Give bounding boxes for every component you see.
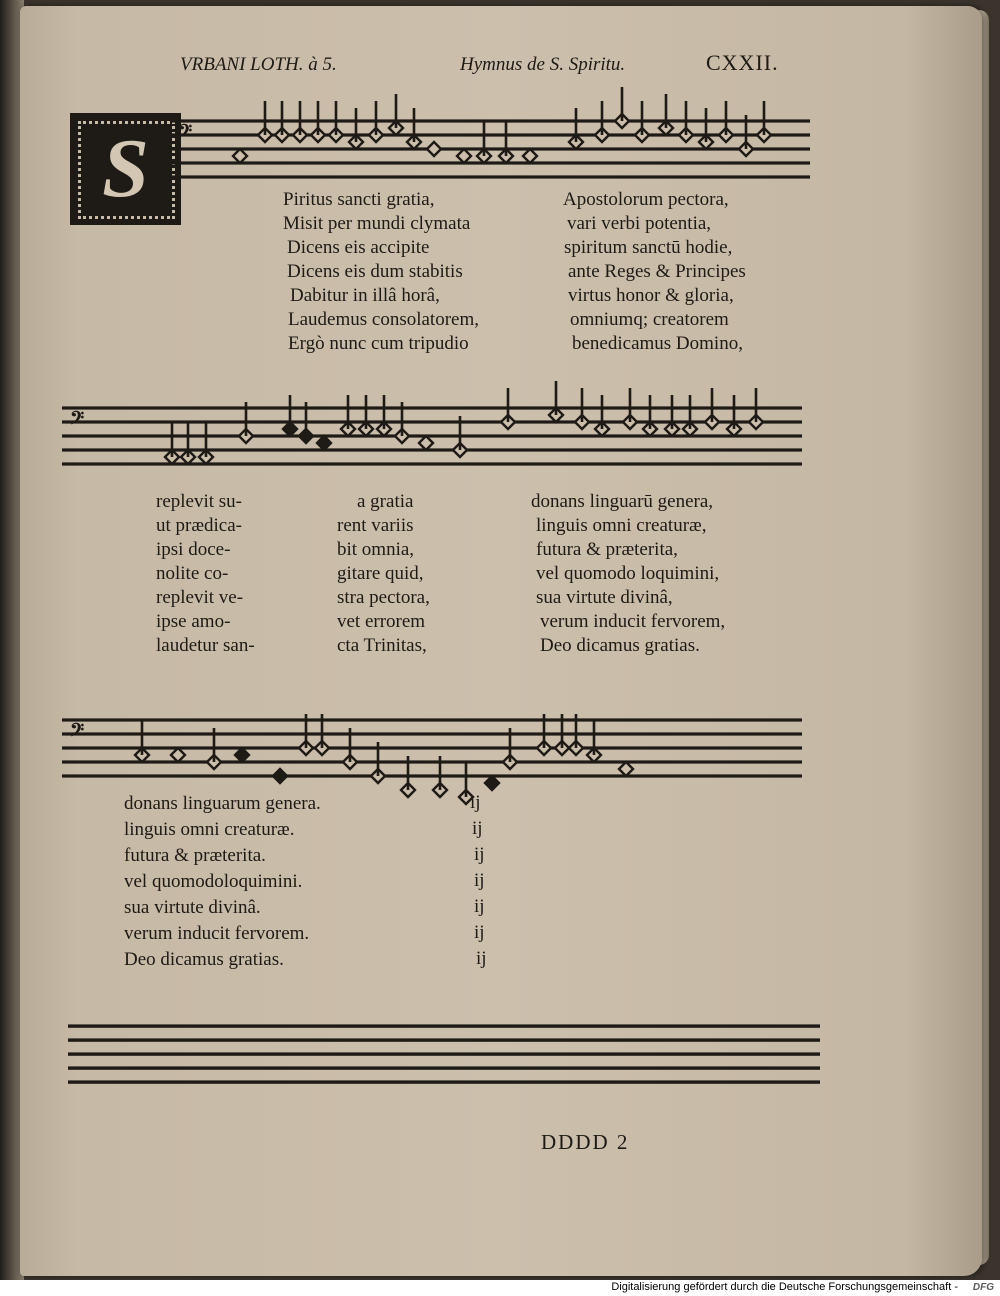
staff-line <box>62 718 802 721</box>
verse-line: vari verbi potentia, <box>567 213 712 234</box>
verse-line: bit omnia, <box>337 539 415 560</box>
note-stem <box>375 101 378 135</box>
verse-line: a gratia <box>357 491 414 512</box>
note-stem <box>383 395 386 429</box>
note-stem <box>349 728 352 762</box>
verse-line: ipse amo- <box>156 611 231 632</box>
note-stem <box>377 742 380 776</box>
verse-line: Ergò nunc cum tripudio <box>288 333 469 354</box>
repeat-mark: ij <box>476 948 487 969</box>
staff-line <box>62 746 802 749</box>
note-stem <box>601 101 604 135</box>
verse-line: cta Trinitas, <box>337 635 427 656</box>
verse-line: replevit ve- <box>156 587 244 608</box>
verse-line: replevit su- <box>156 491 243 512</box>
verse-line: vet errorem <box>337 611 426 632</box>
empty-music-staff <box>68 1018 828 1098</box>
verse-line: benedicamus Domino, <box>572 333 743 354</box>
note-stem <box>289 395 292 429</box>
verse-line: nolite co- <box>156 563 229 584</box>
note-stem <box>305 402 308 436</box>
bass-clef-icon: 𝄢 <box>70 719 85 746</box>
verse-line: Deo dicamus gratias. <box>540 635 700 656</box>
verse-line: rent variis <box>337 515 414 536</box>
note-stem <box>555 381 558 415</box>
note-stem <box>575 108 578 142</box>
note-head <box>273 769 287 783</box>
signature-mark: DDDD 2 <box>541 1130 630 1154</box>
repeat-mark: ij <box>470 792 481 813</box>
verse-line: linguis omni creaturæ, <box>536 515 707 536</box>
note-stem <box>141 721 144 755</box>
verse-line: stra pectora, <box>337 587 430 608</box>
note-stem <box>601 395 604 429</box>
note-stem <box>205 423 208 457</box>
note-stem <box>483 122 486 156</box>
note-stem <box>439 756 442 790</box>
note-stem <box>213 728 216 762</box>
verse-line: omniumq; creatorem <box>570 309 729 330</box>
repeat-mark: ij <box>472 818 483 839</box>
verse-line: Laudemus consolatorem, <box>288 309 480 330</box>
verse-line: verum inducit fervorem. <box>124 923 310 944</box>
note-stem <box>507 388 510 422</box>
music-staff-2 <box>62 378 822 488</box>
note-stem <box>593 721 596 755</box>
header-title: Hymnus de S. Spiritu. <box>460 54 626 75</box>
verse-line: Dicens eis accipite <box>287 237 430 258</box>
note-stem <box>355 108 358 142</box>
verse-line: Deo dicamus gratias. <box>124 949 284 970</box>
verse-line: Dabitur in illâ horâ, <box>290 285 440 306</box>
verse-line: Dicens eis dum stabitis <box>287 261 463 282</box>
note-stem <box>505 122 508 156</box>
verse-line: donans linguarum genera. <box>124 793 321 814</box>
note-stem <box>763 101 766 135</box>
staff-line <box>68 1052 820 1055</box>
note-stem <box>321 714 324 748</box>
note-stem <box>459 416 462 450</box>
music-staff-3 <box>62 688 822 798</box>
verse-line: vel quomodo loquimini, <box>536 563 720 584</box>
verse-line: virtus honor & gloria, <box>568 285 734 306</box>
note-stem <box>725 101 728 135</box>
repeat-mark: ij <box>474 896 485 917</box>
note-stem <box>689 395 692 429</box>
note-stem <box>347 395 350 429</box>
repeat-mark: ij <box>474 922 485 943</box>
note-stem <box>575 714 578 748</box>
verse-line: futura & præterita. <box>124 845 266 866</box>
note-stem <box>543 714 546 748</box>
note-stem <box>705 108 708 142</box>
note-stem <box>264 101 267 135</box>
note-stem <box>711 388 714 422</box>
note-stem <box>305 714 308 748</box>
note-stem <box>621 87 624 121</box>
note-head <box>317 436 331 450</box>
staff-line <box>62 774 802 777</box>
note-stem <box>245 402 248 436</box>
repeat-mark: ij <box>474 870 485 891</box>
note-head <box>235 748 249 762</box>
note-head <box>419 436 433 450</box>
note-stem <box>561 714 564 748</box>
verse-line: futura & præterita, <box>536 539 678 560</box>
note-stem <box>365 395 368 429</box>
note-stem <box>299 101 302 135</box>
note-head <box>233 149 247 163</box>
note-stem <box>335 101 338 135</box>
bass-clef-icon: 𝄢 <box>70 407 85 434</box>
verse-line: sua virtute divinâ. <box>124 897 261 918</box>
verse-line: ante Reges & Principes <box>568 261 746 282</box>
staff-line <box>68 1080 820 1083</box>
verse-line: ut prædica- <box>156 515 243 536</box>
verse-line: laudetur san- <box>156 635 255 656</box>
staff-line <box>68 1066 820 1069</box>
note-stem <box>281 101 284 135</box>
note-stem <box>641 101 644 135</box>
verse-line: Misit per mundi clymata <box>283 213 471 234</box>
folio-number: CXXII. <box>706 50 779 75</box>
note-head <box>523 149 537 163</box>
note-stem <box>581 388 584 422</box>
note-stem <box>317 101 320 135</box>
verse-line: linguis omni creaturæ. <box>124 819 295 840</box>
verse-line: verum inducit fervorem, <box>540 611 726 632</box>
staff-line <box>170 175 810 178</box>
note-stem <box>755 388 758 422</box>
staff-line <box>170 147 810 150</box>
verse-line: spiritum sanctū hodie, <box>564 237 733 258</box>
note-stem <box>745 115 748 149</box>
note-head <box>457 149 471 163</box>
header-composer: VRBANI LOTH. à 5. <box>180 54 337 75</box>
staff-line <box>62 732 802 735</box>
note-stem <box>665 94 668 128</box>
note-head <box>485 776 499 790</box>
note-stem <box>401 402 404 436</box>
note-stem <box>649 395 652 429</box>
ornamental-initial <box>70 113 181 225</box>
note-stem <box>629 388 632 422</box>
bass-clef-icon: 𝄢 <box>178 120 193 147</box>
funding-credit: Digitalisierung gefördert durch die Deutsche Forschungsgemeinschaft - <box>611 1281 958 1293</box>
note-stem <box>407 756 410 790</box>
verse-line: donans linguarū genera, <box>531 491 714 512</box>
repeat-mark: ij <box>474 844 485 865</box>
initial-letter: S <box>102 122 149 215</box>
note-stem <box>509 728 512 762</box>
verse-line: gitare quid, <box>337 563 424 584</box>
note-head <box>619 762 633 776</box>
note-stem <box>685 101 688 135</box>
note-head <box>427 142 441 156</box>
note-stem <box>465 763 468 797</box>
note-stem <box>413 108 416 142</box>
note-stem <box>395 94 398 128</box>
note-head <box>171 748 185 762</box>
verse-line: ipsi doce- <box>156 539 231 560</box>
note-stem <box>733 395 736 429</box>
note-stem <box>187 423 190 457</box>
note-stem <box>671 395 674 429</box>
verse-line: Piritus sancti gratia, <box>283 189 435 210</box>
note-stem <box>171 423 174 457</box>
staff-line <box>62 760 802 763</box>
verse-line: sua virtute divinâ, <box>536 587 673 608</box>
verse-line: vel quomodoloquimini. <box>124 871 303 892</box>
staff-line <box>68 1038 820 1041</box>
staff-line <box>68 1024 820 1027</box>
staff-line <box>170 161 810 164</box>
verse-line: Apostolorum pectora, <box>563 189 729 210</box>
dfg-logo: DFG <box>972 1282 994 1293</box>
